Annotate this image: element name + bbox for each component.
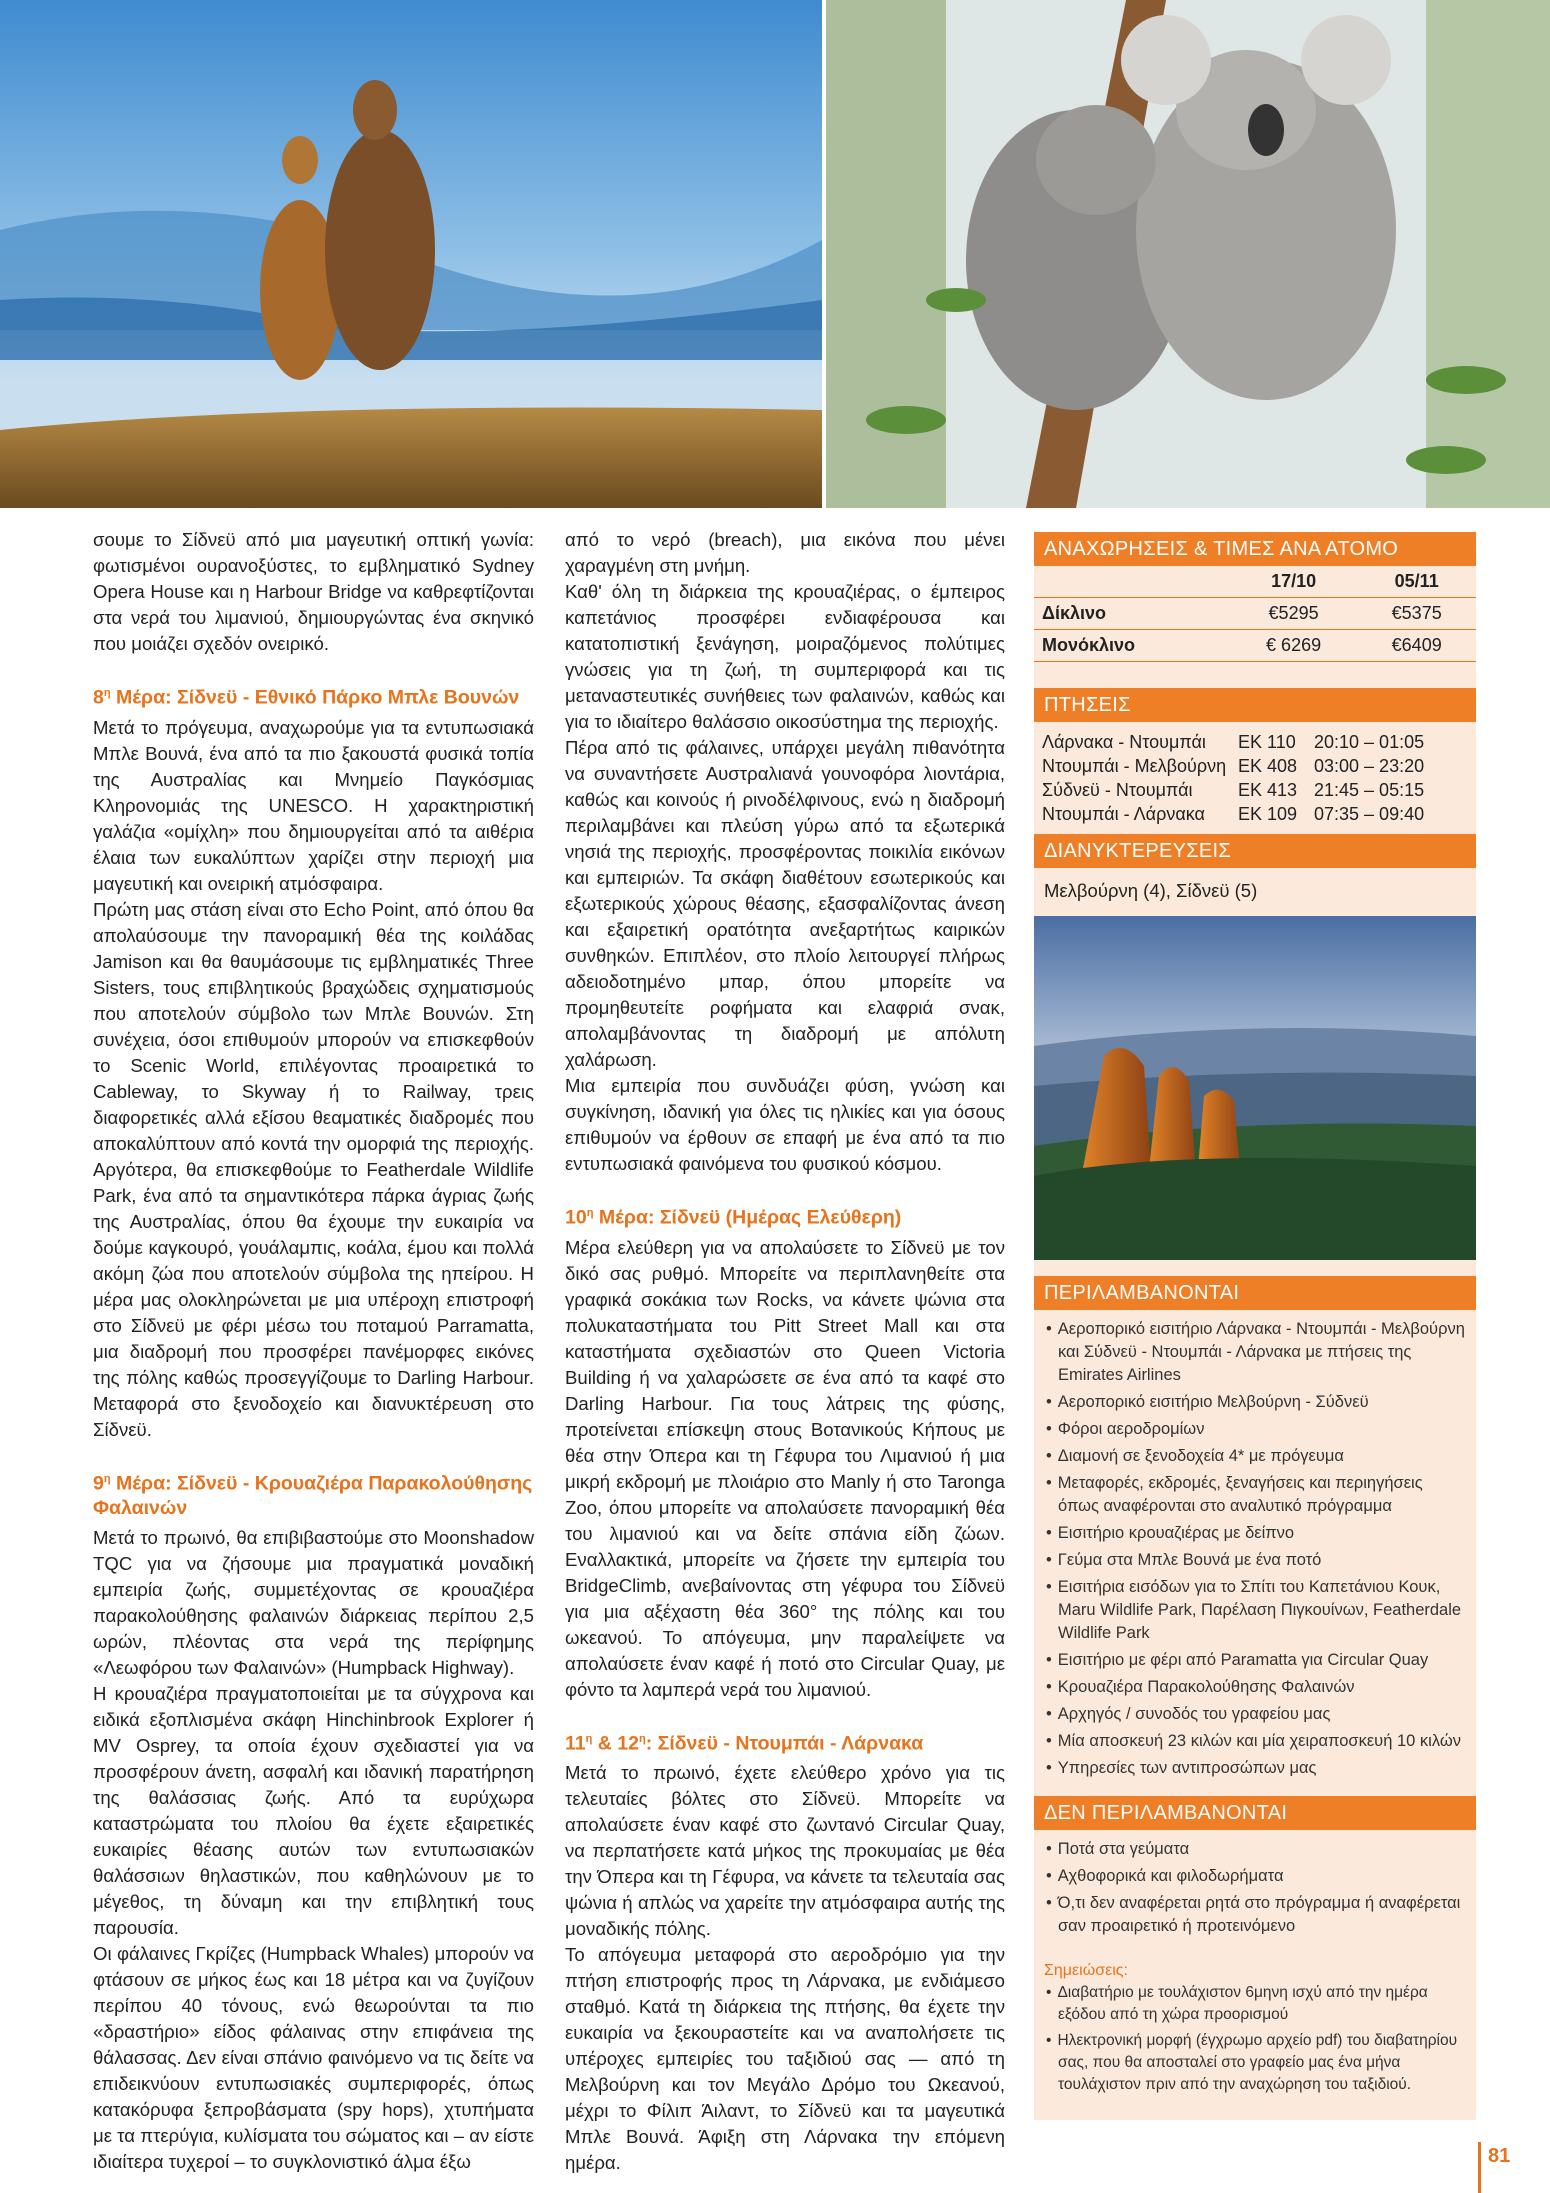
flights-list [1034, 722, 1476, 834]
day-8-title: Μέρα: Σίδνεϋ - Εθνικό Πάρκο Μπλε Βουνών [110, 686, 520, 709]
day-11-sup2: η [638, 1732, 646, 1745]
flight-time: 21:45 – 05:15 [1314, 780, 1425, 800]
table-row [1034, 598, 1476, 630]
list-item: • Γεύμα στα Μπλε Βουνά με ένα ποτό [1044, 1549, 1466, 1572]
date-2: 05/11 [1357, 566, 1476, 598]
date-1: 17/10 [1230, 566, 1358, 598]
prices-heading: ΑΝΑΧΩΡΗΣΕΙΣ & ΤΙΜΕΣ ΑΝΑ ΑΤΟΜΟ [1034, 532, 1476, 566]
stays-heading: ΔΙΑΝΥΚΤΕΡΕΥΣΕΙΣ [1034, 834, 1476, 868]
col2-paragraph-3: Πέρα από τις φάλαινες, υπάρχει μεγάλη πιθανότητα να συναντήσετε Αυστραλιανά γουνοφόρα λιοντάρια, καθώς και κοινούς ή ρινοδέλφινους, ενώ η διαδρομή περιλαμβάνει και πλεύση γύρω από τα εξωτερικά νησιά της περιοχής, προσφέροντας ποικιλία εικόνων και εμπειριών. Τα σκάφη διαθέτουν εσωτερικούς και εξωτερικούς χώρους θέασης, εξασφαλίζοντας άνεση και εξαιρετική ορατότητα ανεξαρτήτως καιρικών συνθηκών. Επιπλέον, στο πλοίο λειτουργεί πλήρως αδειοδοτημένο μπαρ, όπου μπορείτε να προμηθευτείτε ροφήματα και ελαφριά σνακ, απολαμβάνοντας τη διαδρομή με απόλυτη χαλάρωση. [565, 737, 1005, 1070]
list-item: • Αχθοφορικά και φιλοδωρήματα [1044, 1865, 1466, 1888]
day-10-title: Μέρα: Σίδνεϋ (Ημέρας Ελεύθερη) [593, 1206, 902, 1229]
list-item: • Φόροι αεροδρομίων [1044, 1418, 1466, 1441]
list-item: • Ό,τι δεν αναφέρεται ρητά στο πρόγραμμα ή αναφέρεται σαν προαιρετικό ή προτεινόμενο [1044, 1892, 1466, 1938]
not-included-heading: ΔΕΝ ΠΕΡΙΛΑΜΒΑΝΟΝΤΑΙ [1034, 1796, 1476, 1830]
flight-route: Ντουμπάι - Μελβούρνη [1042, 756, 1227, 776]
flight-row [1042, 730, 1466, 754]
day-9-title: Μέρα: Σίδνεϋ - Κρουαζιέρα Παρακολούθησης Φαλαινών [93, 1472, 533, 1519]
day-10-heading [565, 1201, 1005, 1231]
col2-paragraph-1: από το νερό (breach), μια εικόνα που μένει χαραγμένη στη μνήμη. [565, 529, 1005, 576]
day-10-paragraph: Μέρα ελεύθερη για να απολαύσετε το Σίδνεϋ με τον δικό σας ρυθμό. Μπορείτε να περιπλανηθείτε στα γραφικά σοκάκια των Rocks, να κάνετε ψώνια στα πολυκαταστήματα του Pitt Street Mall και στα καταστήματα σχεδιαστών στο Queen Victoria Building ή να χαλαρώσετε σε ένα από τα καφέ στο Darling Harbour. Για τους λάτρεις της φύσης, προτείνεται επίσκεψη στους Βοτανικούς Κήπους με θέα στην Όπερα και τη Γέφυρα του Λιμανιού ή μια μικρή εκδρομή με πλοιάριο στο Manly ή στο Taronga Zoo, όπου μπορείτε να απολαύσετε πανοραμική θέα του λιμανιού και να δείτε σπάνια είδη ζώων. Εναλλακτικά, μπορείτε να ζήσετε την εμπειρία του BridgeClimb, ανεβαίνοντας στη γέφυρα του Σίδνεϋ για μια αξέχαστη θέα 360° της πόλης και του ωκεανού. Το απόγευμα, μην παραλείψετε να απολαύσετε έναν καφέ ή ποτό στο Circular Quay, με φόντο τα λαμπερά νερά του λιμανιού. [565, 1236, 1005, 1700]
day-9-sup: η [103, 1472, 111, 1485]
day-11-paragraph-1: Μετά το πρωινό, έχετε ελεύθερο χρόνο για τις τελευταίες βόλτες στο Σίδνεϋ. Μπορείτε να απολαύσετε έναν καφέ στο ζωντανό Circular Quay, να περπατήσετε κατά μήκος της προκυμαίας με θέα την Όπερα και τη Γέφυρα, να κάνετε τα τελευταία σας ψώνια ή απλώς να χαρείτε την ατμόσφαιρα αυτής της μοναδικής πόλης. [565, 1762, 1005, 1939]
list-item: • Διαβατήριο με τουλάχιστον 6μηνη ισχύ από την ημέρα εξόδου από τη χώρα προορισμού [1044, 1982, 1466, 2026]
flight-time: 20:10 – 01:05 [1314, 732, 1425, 752]
price-cell: €5295 [1230, 598, 1358, 630]
flight-route: Ντουμπάι - Λάρνακα [1042, 804, 1205, 824]
list-item: • Εισιτήρια εισόδων για το Σπίτι του Καπετάνιου Κουκ, Maru Wildlife Park, Παρέλαση Πιγκουίνων, Featherdale Wildlife Park [1044, 1576, 1466, 1645]
list-item: • Ποτά στα γεύματα [1044, 1838, 1466, 1861]
day-11-mid: & 12 [592, 1732, 639, 1754]
flight-code: EK 109 [1238, 804, 1298, 824]
flights-heading: ΠΤΗΣΕΙΣ [1034, 688, 1476, 722]
list-item: • Αεροπορικό εισιτήριο Λάρνακα - Ντουμπάι - Μελβούρνη και Σύδνεϋ - Ντουμπάι - Λάρνακα με πτήσεις της Emirates Airlines [1044, 1318, 1466, 1387]
column-1 [93, 527, 534, 2175]
list-item: • Υπηρεσίες των αντιπροσώπων μας [1044, 1757, 1466, 1780]
kangaroos-photo [0, 0, 822, 508]
koalas-photo [826, 0, 1550, 508]
flight-row [1042, 778, 1466, 802]
col2-paragraph-4: Μια εμπειρία που συνδυάζει φύση, γνώση και συγκίνηση, ιδανική για όλες τις ηλικίες και για όσους επιθυμούν να έρθουν σε επαφή με ένα από τα πιο εντυπωσιακά φαινόμενα του φυσικού κόσμου. [565, 1075, 1005, 1174]
list-item: • Αρχηγός / συνοδός του γραφείου μας [1044, 1703, 1466, 1726]
day-8-heading [93, 681, 534, 711]
price-cell: € 6269 [1230, 630, 1358, 662]
day-11-paragraph-2: Το απόγευμα μεταφορά στο αεροδρόμιο για την πτήση επιστροφής προς τη Λάρνακα, με ενδιάμεσο σταθμό. Κατά τη διάρκεια της πτήσης, θα έχετε την ευκαιρία να ξεκουραστείτε και να αναπολήσετε τις υπέροχες εμπειρίες του ταξιδιού σας — από τη Μελβούρνη και τον Μεγάλο Δρόμο του Ωκεανού, μέχρι το Φίλιπ Άιλαντ, το Σίδνεϋ και τα μαγευτικά Μπλε Βουνά. Άφιξη στη Λάρνακα την επόμενη ημέρα. [565, 1944, 1005, 2173]
day-9-paragraph-1: Μετά το πρωινό, θα επιβιβαστούμε στο Moonshadow TQC για να ζήσουμε μια πραγματικά μοναδική εμπειρία ζωής, συμμετέχοντας σε κρουαζιέρα παρακολούθησης φαλαινών διάρκειας περίπου 2,5 ωρών, πλέοντας στα νερά της περίφημης «Λεωφόρου των Φαλαινών» (Humpback Highway). [93, 1527, 534, 1678]
list-item: • Εισιτήριο κρουαζιέρας με δείπνο [1044, 1522, 1466, 1545]
flight-row [1042, 754, 1466, 778]
table-row [1034, 630, 1476, 662]
flight-code: EK 408 [1238, 756, 1298, 776]
price-cell: €5375 [1357, 598, 1476, 630]
three-sisters-photo [1034, 916, 1476, 1260]
included-heading: ΠΕΡΙΛΑΜΒΑΝΟΝΤΑΙ [1034, 1276, 1476, 1310]
flight-row [1042, 802, 1466, 826]
day-9-paragraph-3: Οι φάλαινες Γκρίζες (Humpback Whales) μπορούν να φτάσουν σε μήκος έως και 18 μέτρα και να ζυγίζουν περίπου 40 τόνους, ενώ θεωρούνται τα πιο «δραστήριο» είδος φάλαινας στην επιφάνεια της θάλασσας. Δεν είναι σπάνιο φαινόμενο να τις δείτε να επιδεικνύουν εντυπωσιακές συμπεριφορές, όπως κατακόρυφα ξεπροβάσματα (spy hops), χτυπήματα με τα πτερύγια, κυλίσματα του σώματος και – αν είστε ιδιαίτερα τυχεροί – το συγκλονιστικό άλμα έξω [93, 1943, 534, 2172]
notes-block [1034, 1954, 1476, 2108]
day-11-sup: η [585, 1732, 593, 1745]
column-2 [565, 527, 1005, 2176]
list-item: • Ηλεκτρονική μορφή (έγχρωμο αρχείο pdf) του διαβατηρίου σας, που θα αποσταλεί στο γραφείο μας ένα μήνα τουλάχιστον πριν από την αναχώρηση του ταξιδιού. [1044, 2030, 1466, 2096]
day-11-num: 11 [565, 1732, 586, 1754]
day-8-paragraph-2: Πρώτη μας στάση είναι στο Echo Point, από όπου θα απολαύσουμε την πανοραμική θέα της κοιλάδας Jamison και θα θαυμάσουμε τις εμβληματικές Three Sisters, τους επιβλητικούς βραχώδεις σχηματισμούς που αποτελούν σύμβολο των Μπλε Βουνών. Στη συνέχεια, όσοι επιθυμούν μπορούν να επισκεφθούν το Scenic World, επιλέγοντας προαιρετικά το Cableway, το Skyway ή το Railway, τρεις διαφορετικές αλλά εξίσου θεαματικές διαδρομές που αποκαλύπτουν από κοντά την ομορφιά της περιοχής. Αργότερα, θα επισκεφθούμε το Featherdale Wildlife Park, ένα από τα σημαντικότερα πάρκα άγριας ζωής της Αυστραλίας, όπου θα έχουμε την ευκαιρία να δούμε καγκουρό, γουάλαμπις, κοάλα, έμου και πολλά ακόμη ζώα που αποτελούν σύμβολα της ηπείρου. Η μέρα μας ολοκληρώνεται με μια υπέροχη επιστροφή στο Σίδνεϋ με φέρι μέσω του ποταμού Parramatta, μια διαδρομή που προσφέρει πανέμορφες εικόνες της πόλης καθώς προσεγγίζουμε το Darling Harbour. Μεταφορά στο ξενοδοχείο και διανυκτέρευση στο Σίδνεϋ. [93, 898, 534, 1440]
flight-route: Σύδνεϋ - Ντουμπάι [1042, 780, 1193, 800]
list-item: • Διαμονή σε ξενοδοχεία 4* με πρόγευμα [1044, 1445, 1466, 1468]
day-9-paragraph-2: Η κρουαζιέρα πραγματοποιείται με τα σύγχρονα και ειδικά εξοπλισμένα σκάφη Hinchinbrook Explorer ή MV Osprey, τα οποία έχουν σχεδιαστεί για να προσφέρουν άνετη, ασφαλή και ιδανική παρατήρηση της θαλάσσιας ζωής. Από τα ευρύχωρα καταστρώματα του πλοίου θα έχετε εξαιρετικές ευκαιρίες θέασης αυτών των εντυπωσιακών θαλάσσιων θηλαστικών, που καθηλώνουν με το μέγεθος, τη δύναμη και την επιβλητική τους παρουσία. [93, 1683, 534, 1938]
col2-paragraph-2: Καθ' όλη τη διάρκεια της κρουαζιέρας, ο έμπειρος καπετάνιος προσφέρει ενδιαφέρουσα και κατατοπιστική ξενάγηση, μοιραζόμενος πολύτιμες γνώσεις για τη ζωή, τη συμπεριφορά και τις μεταναστευτικές συνήθειες των φαλαινών, καθώς και για το ιδιαίτερο θαλάσσιο οικοσύστημα της περιοχής. [565, 581, 1005, 732]
row-label: Δίκλινο [1034, 598, 1230, 630]
page-number: 81 [1488, 2145, 1511, 2167]
not-included-list [1034, 1830, 1476, 1954]
flight-code: EK 413 [1238, 780, 1298, 800]
included-list [1034, 1310, 1476, 1796]
flight-code: EK 110 [1238, 732, 1296, 752]
day-11-heading [565, 1727, 1005, 1757]
flight-time: 03:00 – 23:20 [1314, 756, 1425, 776]
day-8-num: 8 [93, 686, 104, 709]
day-8-paragraph-1: Μετά το πρόγευμα, αναχωρούμε για τα εντυπωσιακά Μπλε Βουνά, ένα από τα πιο ξακουστά φυσικά τοπία της Αυστραλίας και Μνημείο Παγκόσμιας Κληρονομιάς της UNESCO. Η χαρακτηριστική γαλάζια «ομίχλη» που δημιουργείται από τα αιθέρια έλαια των ευκαλύπτων χαρίζει στην περιοχή μια μαγευτική και ονειρική ατμόσφαιρα. [93, 716, 534, 894]
notes-title: Σημειώσεις: [1044, 1962, 1128, 1979]
flight-time: 07:35 – 09:40 [1314, 804, 1425, 824]
row-label: Μονόκλινο [1034, 630, 1230, 662]
list-item: • Μεταφορές, εκδρομές, ξεναγήσεις και περιηγήσεις όπως αναφέρονται στο αναλυτικό πρόγραμμα [1044, 1472, 1466, 1518]
page-number-divider [1478, 2142, 1481, 2193]
flight-route: Λάρνακα - Ντουμπάι [1042, 732, 1206, 752]
day-8-sup: η [103, 687, 111, 699]
list-item: • Κρουαζιέρα Παρακολούθησης Φαλαινών [1044, 1676, 1466, 1699]
day-10-num: 10 [565, 1206, 587, 1229]
info-sidebar [1034, 532, 1476, 2120]
day-9-heading [93, 1467, 534, 1522]
day-9-num: 9 [93, 1472, 104, 1494]
list-item: • Αεροπορικό εισιτήριο Μελβούρνη - Σύδνεϋ [1044, 1391, 1466, 1414]
price-cell: €6409 [1357, 630, 1476, 662]
stays-text: Μελβούρνη (4), Σίδνεϋ (5) [1044, 880, 1258, 901]
day-10-sup: η [586, 1207, 594, 1219]
intro-paragraph: σουμε το Σίδνεϋ από μια μαγευτική οπτική γωνία: φωτισμένοι ουρανοξύστες, το εμβληματικό Sydney Opera House και η Harbour Bridge να καθρεφτίζονται στα νερά του λιμανιού, δημιουργώντας ένα σκηνικό που μοιάζει σχεδόν ονειρικό. [93, 529, 534, 654]
prices-table [1034, 566, 1476, 662]
notes-list [1044, 1982, 1466, 2096]
prices-corner [1034, 566, 1230, 598]
day-11-title: : Σίδνεϋ - Ντουμπάι - Λάρνακα [645, 1732, 924, 1754]
list-item: • Εισιτήριο με φέρι από Paramatta για Circular Quay [1044, 1649, 1466, 1672]
list-item: • Μία αποσκευή 23 κιλών και μία χειραποσκευή 10 κιλών [1044, 1730, 1466, 1753]
